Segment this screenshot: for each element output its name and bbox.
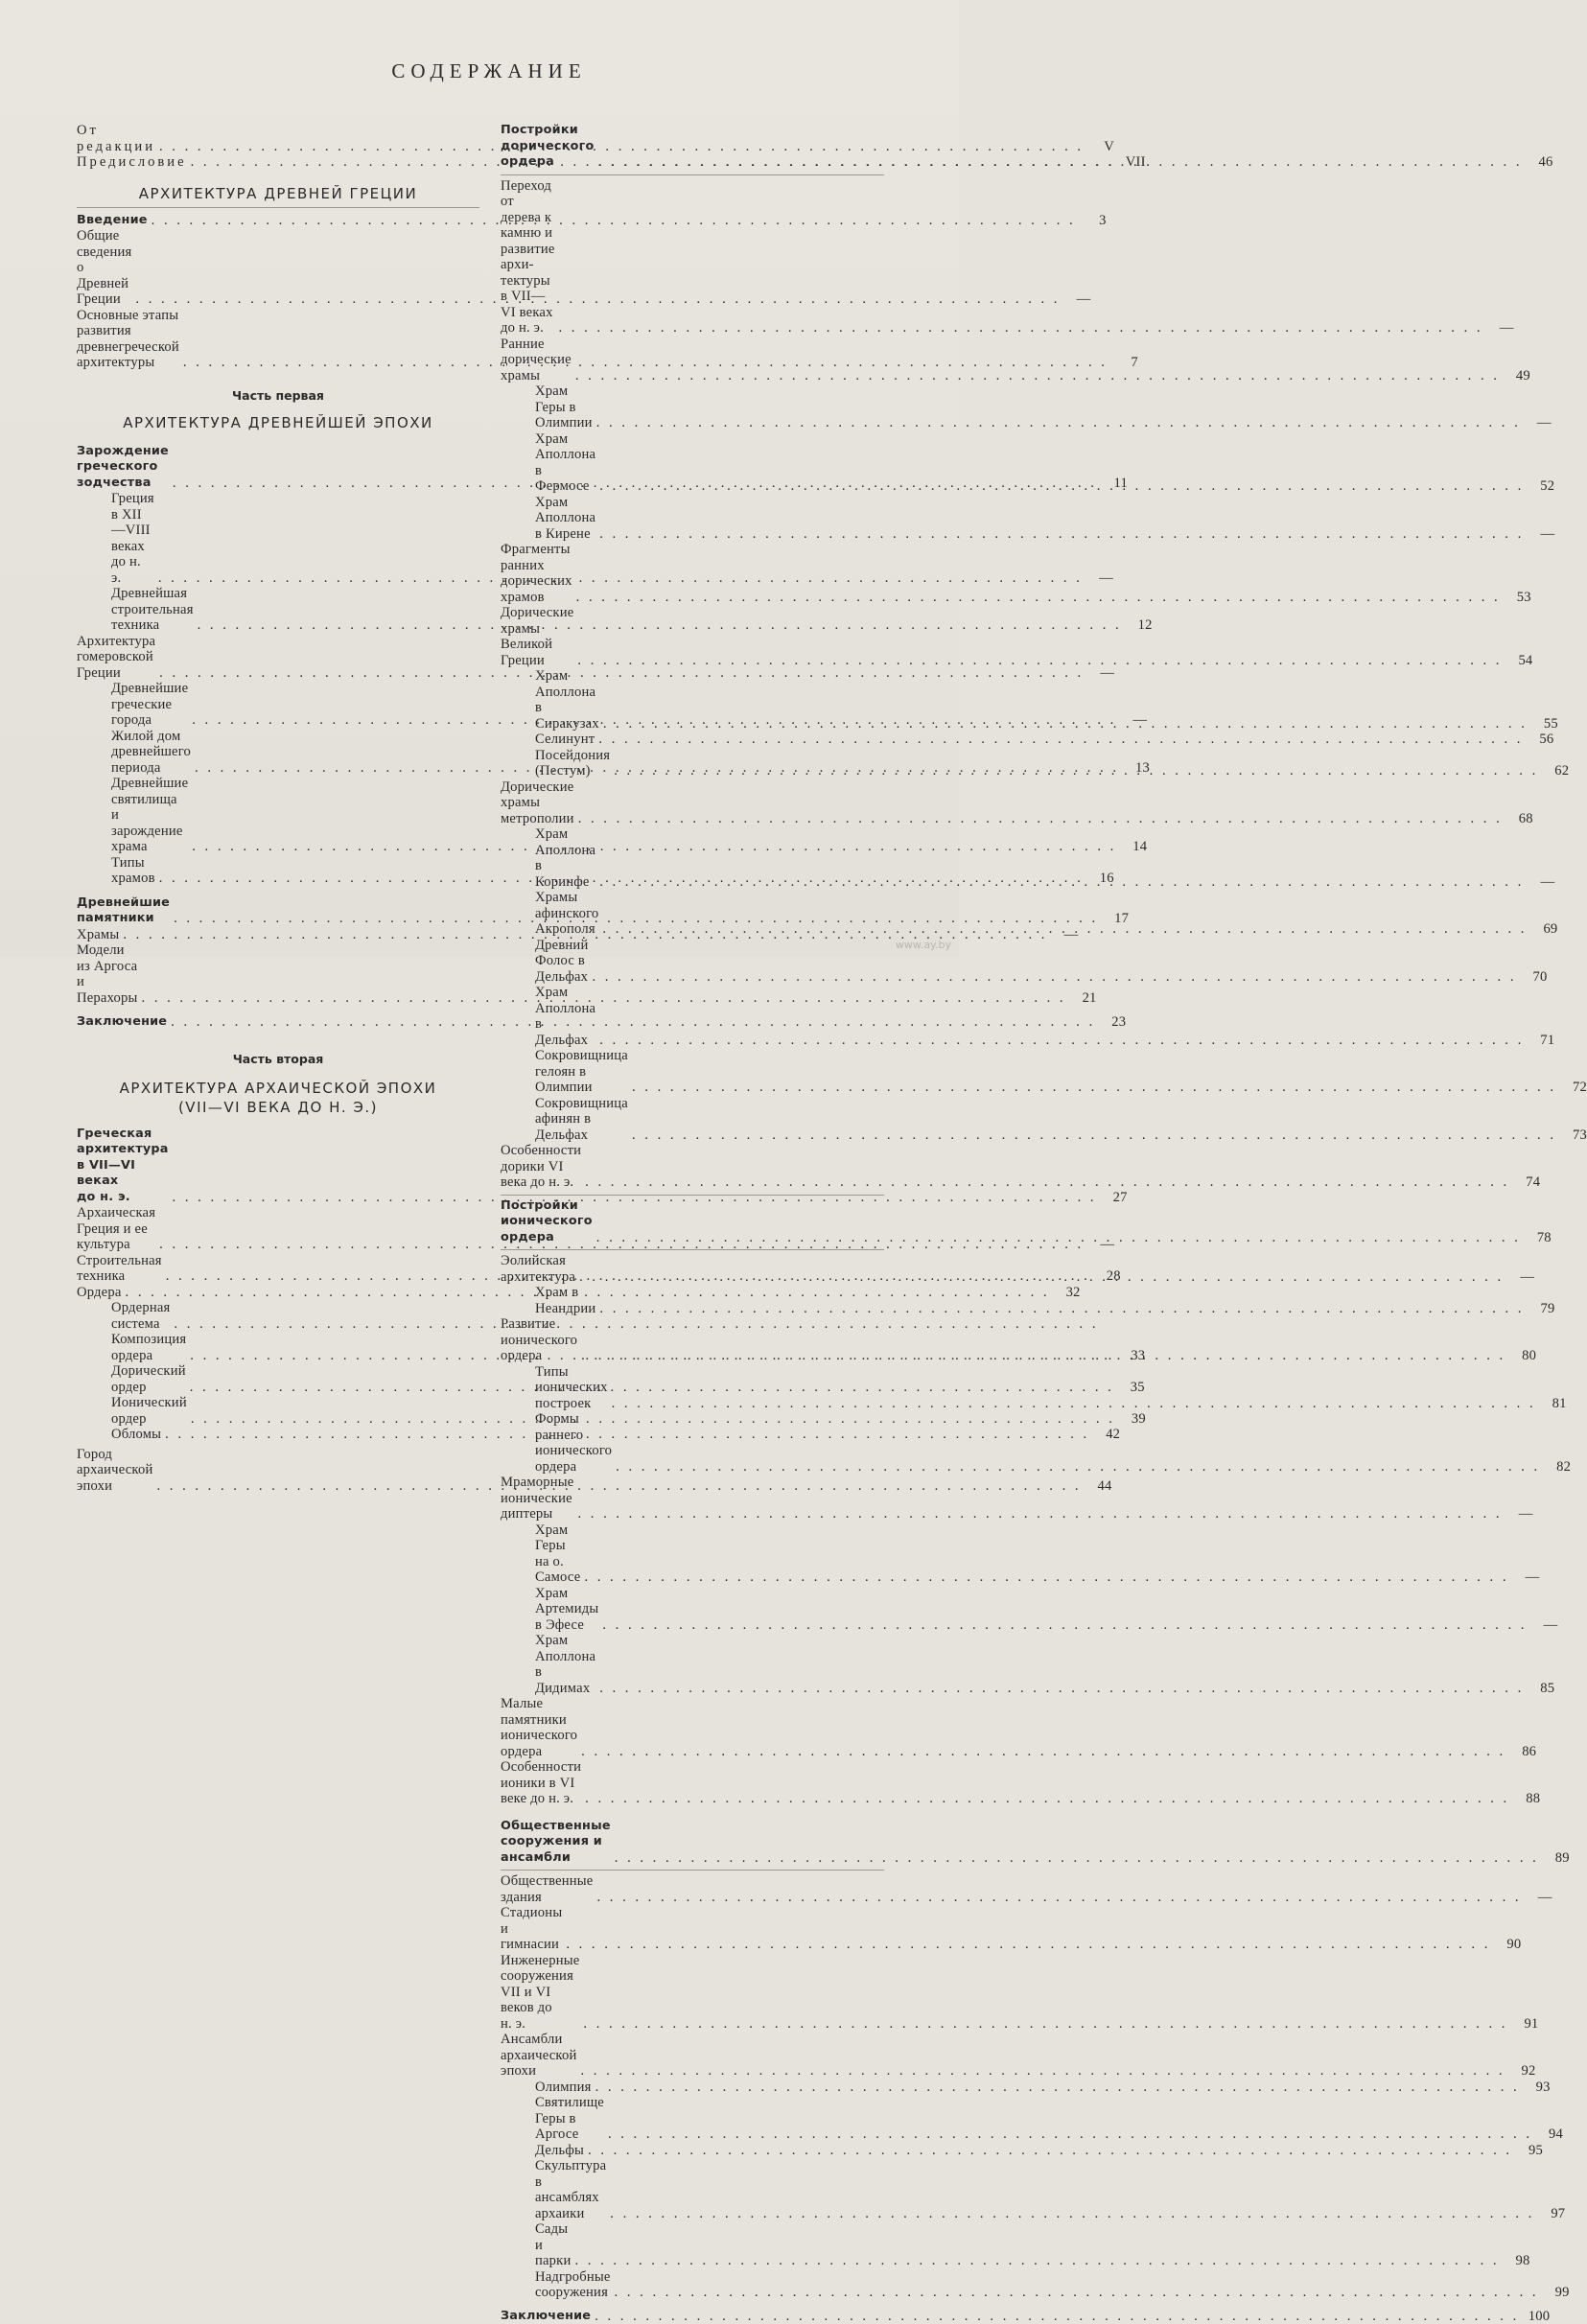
toc-entry: Посейдония (Пестум) . . . 62 <box>501 748 884 779</box>
toc-entry: Дорический ордер . . . 35 <box>77 1363 479 1395</box>
toc-entry: Мраморные ионические диптеры . . . — <box>501 1475 884 1522</box>
toc-entry: Храм Аполлона в Коринфе . . . — <box>501 826 884 890</box>
toc-chapter: Греческая архитектура в VII—VI веках до н. э. . . . 27 <box>77 1127 479 1206</box>
toc-entry: Малые памятники ионического ордера . . . 86 <box>501 1696 884 1759</box>
toc-entry: Сокровищница афинян в Дельфах . . . 73 <box>501 1096 884 1144</box>
divider <box>77 207 479 208</box>
toc-entry: Храм Аполлона в Сиракузах . . . 55 <box>501 668 884 732</box>
toc-entry: Типы ионических построек . . . 81 <box>501 1364 884 1412</box>
toc-entry: Ранние дорические храмы . . . 49 <box>501 337 884 384</box>
book-page <box>0 0 959 957</box>
toc-entry: Особенности ионики в VI веке до н. э. . . . 88 <box>501 1759 884 1807</box>
toc-entry: Ордера . . . 32 <box>77 1285 479 1301</box>
toc-entry: Общие сведения о Древней Греции . . . — <box>77 228 479 308</box>
toc-chapter: Заключение . . . 100 <box>501 2309 884 2324</box>
toc-entry: Дельфы . . . 95 <box>501 2143 884 2159</box>
toc-entry: Селинунт . . . 56 <box>501 732 884 748</box>
toc-entry: Обломы . . . 42 <box>77 1427 479 1443</box>
toc-entry: Стадионы и гимнасии . . . 90 <box>501 1905 884 1953</box>
divider <box>501 174 884 175</box>
toc-entry: Дорические храмы метрополии . . . 68 <box>501 779 884 827</box>
toc-entry: Формы раннего ионического ордера . . . 82 <box>501 1411 884 1475</box>
toc-entry: Инженерные сооружения VII и VI веков до н. э. . . . 91 <box>501 1953 884 2033</box>
watermark: www.ay.by <box>896 939 951 951</box>
toc-entry: Древнейшие греческие города . . . — <box>77 681 479 729</box>
toc-entry: Храм в Неандрии . . . 79 <box>501 1285 884 1316</box>
toc-entry: Фрагменты ранних дорических храмов . . . 53 <box>501 542 884 605</box>
toc-entry: Ионический ордер . . . 39 <box>77 1395 479 1427</box>
toc-entry: Архаическая Греция и ее культура . . . — <box>77 1205 479 1253</box>
toc-entry: Скульптура в ансамблях архаики . . . 97 <box>501 2158 884 2221</box>
toc-entry: Храм Аполлона в Дельфах . . . 71 <box>501 985 884 1048</box>
toc-entry: Общественные здания . . . — <box>501 1873 884 1905</box>
toc-entry: Развитие ионического ордера . . . 80 <box>501 1316 884 1364</box>
section-heading: АРХИТЕКТУРА ДРЕВНЕЙ ГРЕЦИИ <box>77 184 479 203</box>
toc-chapter: Зарождение греческого зодчества . . . 11 <box>77 444 479 492</box>
toc-chapter: Постройки дорического ордера . . . 46 <box>501 123 884 171</box>
toc-entry: Древнейшая строительная техника . . . 12 <box>77 586 479 634</box>
toc-entry: Переход от дерева к камню и развитие архи- тектуры в VII—VI веках до н. э. . . . — <box>501 178 884 337</box>
toc-right-column <box>501 123 884 2324</box>
toc-entry: Храмы . . . — <box>77 927 479 943</box>
page-title: СОДЕРЖАНИЕ <box>0 59 978 83</box>
toc-chapter: Введение . . . 3 <box>77 213 479 229</box>
toc-entry: Храм Артемиды в Эфесе . . . — <box>501 1586 884 1634</box>
toc-entry: Ордерная система . . . <box>77 1300 479 1332</box>
toc-entry: Ансамбли архаической эпохи . . . 92 <box>501 2032 884 2080</box>
section-heading-sub: (VII—VI ВЕКА ДО Н. Э.) <box>77 1098 479 1117</box>
toc-entry: Город архаической эпохи . . . 44 <box>77 1447 479 1495</box>
toc-entry: Основные этапы развития древнегреческой архитектуры . . . 7 <box>77 308 479 371</box>
toc-chapter: Постройки ионического ордера . . . 78 <box>501 1198 884 1246</box>
toc-entry: Олимпия . . . 93 <box>501 2080 884 2096</box>
toc-chapter: Заключение . . . 23 <box>77 1014 479 1031</box>
toc-entry: Сады и парки . . . 98 <box>501 2221 884 2269</box>
toc-entry: Архитектура гомеровской Греции . . . — <box>77 634 479 682</box>
toc-entry: Предисловие . . . VII <box>77 154 479 171</box>
toc-entry: Древний Фолос в Дельфах . . . 70 <box>501 938 884 986</box>
toc-entry: Храм Аполлона в Фермосе . . . 52 <box>501 431 884 495</box>
toc-entry: Святилище Геры в Аргосе . . . 94 <box>501 2095 884 2143</box>
part-label: Часть первая <box>77 388 479 404</box>
toc-entry: Модели из Аргоса и Перахоры . . . 21 <box>77 942 479 1006</box>
toc-entry: Греция в XII—VIII веках до н. э. . . . — <box>77 491 479 586</box>
toc-entry: Храм Геры на о. Самосе . . . — <box>501 1522 884 1586</box>
part-label: Часть вторая <box>77 1052 479 1067</box>
toc-entry: Надгробные сооружения . . . 99 <box>501 2269 884 2301</box>
toc-entry: Особенности дорики VI века до н. э. . . . 74 <box>501 1143 884 1191</box>
divider <box>501 1870 884 1871</box>
toc-entry: Жилой дом древнейшего периода . . . 13 <box>77 729 479 777</box>
toc-entry: Сокровищница гелоян в Олимпии . . . 72 <box>501 1048 884 1096</box>
divider <box>501 1249 884 1250</box>
section-heading: АРХИТЕКТУРА ДРЕВНЕЙШЕЙ ЭПОХИ <box>77 413 479 432</box>
toc-entry: Храмы афинского Акрополя . . . 69 <box>501 890 884 938</box>
toc-chapter: Общественные сооружения и ансамбли . . . 89 <box>501 1819 884 1867</box>
toc-entry: Храм Аполлона в Дидимах . . . 85 <box>501 1633 884 1696</box>
toc-entry: Храм Аполлона в Кирене . . . — <box>501 495 884 543</box>
toc-entry: Храм Геры в Олимпии . . . — <box>501 383 884 431</box>
toc-entry: Композиция ордера . . . 33 <box>77 1332 479 1363</box>
section-heading: АРХИТЕКТУРА АРХАИЧЕСКОЙ ЭПОХИ <box>77 1079 479 1098</box>
toc-entry: Дорические храмы Великой Греции . . . 54 <box>501 605 884 668</box>
toc-entry: Древнейшие святилища и зарождение храма . . . 14 <box>77 776 479 855</box>
toc-entry: Строительная техника . . . 28 <box>77 1253 479 1285</box>
toc-left-column <box>77 123 479 1494</box>
divider <box>501 1195 884 1196</box>
toc-entry: Типы храмов . . . 16 <box>77 855 479 887</box>
toc-entry: От редакции . . . V <box>77 123 479 154</box>
toc-chapter: Древнейшие памятники . . . 17 <box>77 895 479 927</box>
toc-entry: Эолийская архитектура . . . — <box>501 1253 884 1285</box>
